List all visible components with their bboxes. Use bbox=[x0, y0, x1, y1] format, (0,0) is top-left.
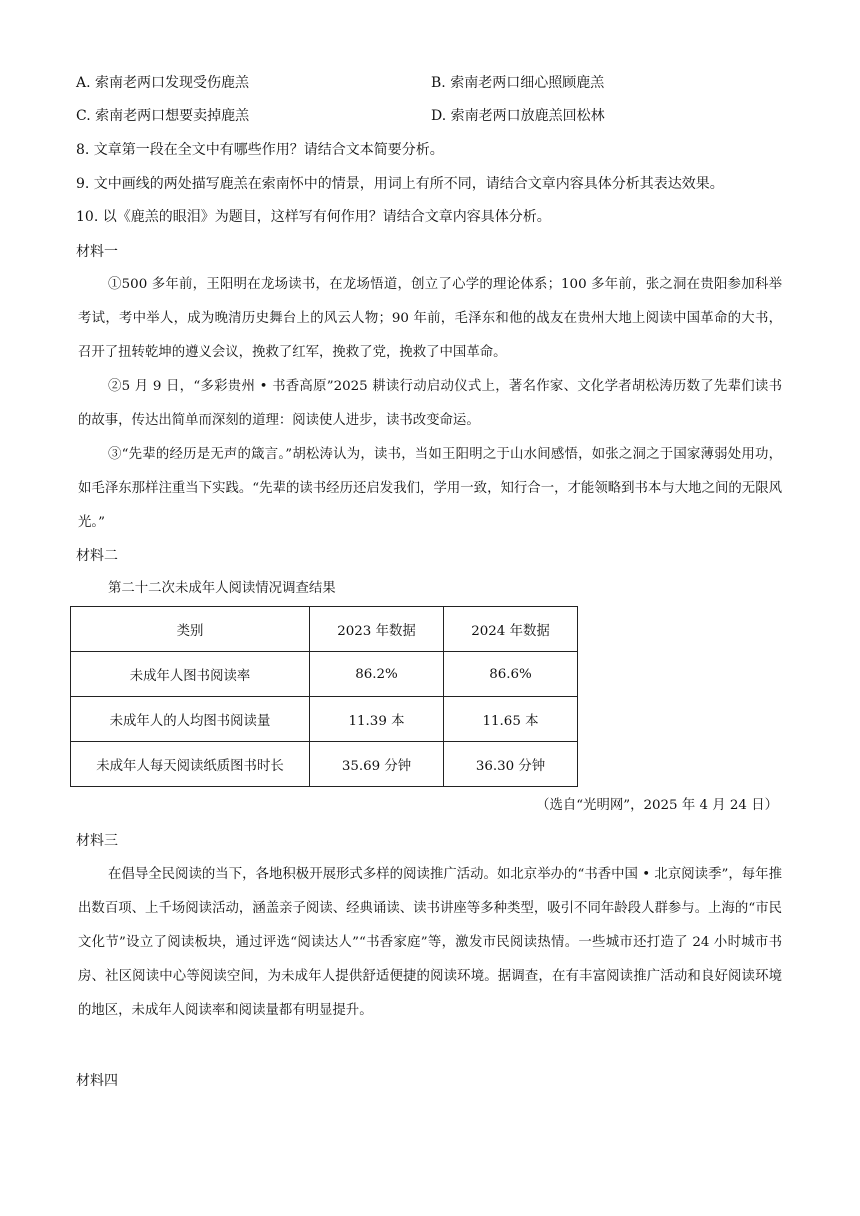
table-cell: 36.30 分钟 bbox=[444, 742, 578, 787]
table-cell: 未成年人图书阅读率 bbox=[71, 652, 310, 697]
option-b bbox=[431, 73, 604, 93]
option-a-text: 索南老两口发现受伤鹿羔 bbox=[95, 75, 250, 91]
option-b-text: 索南老两口细心照顾鹿羔 bbox=[450, 75, 605, 91]
table-cell: 35.69 分钟 bbox=[310, 742, 444, 787]
option-a bbox=[76, 73, 249, 93]
table-row bbox=[71, 697, 578, 742]
table-cell: 未成年人每天阅读纸质图书时长 bbox=[71, 742, 310, 787]
table-source: （选自“光明网”，2025 年 4 月 24 日） bbox=[536, 798, 778, 813]
table-cell: 未成年人的人均图书阅读量 bbox=[71, 697, 310, 742]
option-a-label: A. bbox=[76, 75, 91, 91]
table-cell: 86.2% bbox=[310, 652, 444, 697]
table-row bbox=[71, 742, 578, 787]
table-cell: 11.65 本 bbox=[444, 697, 578, 742]
material1-body bbox=[78, 268, 782, 540]
material3-body bbox=[78, 858, 782, 1028]
option-c bbox=[76, 106, 249, 126]
material2-heading: 材料二 bbox=[76, 548, 118, 564]
table-cell: 11.39 本 bbox=[310, 697, 444, 742]
table-row bbox=[71, 652, 578, 697]
survey-table bbox=[70, 606, 578, 787]
table-header-cell: 类别 bbox=[71, 607, 310, 652]
material1-heading: 材料一 bbox=[76, 244, 118, 260]
option-d bbox=[431, 106, 605, 126]
question-9: 9. 文中画线的两处描写鹿羔在索南怀中的情景，用词上有所不同，请结合文章内容具体分析其表达效果。 bbox=[76, 176, 724, 192]
question-8: 8. 文章第一段在全文中有哪些作用？请结合文本简要分析。 bbox=[76, 142, 444, 158]
material1-paragraph-3: ③“先辈的经历是无声的箴言。”胡松涛认为，读书，当如王阳明之于山水间感悟，如张之洞之于国家薄弱处用功，如毛泽东那样注重当下实践。“先辈的读书经历还启发我们，学用一致，知行合一，才能领略到书本与大地之间的无限风光。” bbox=[78, 447, 782, 530]
option-b-label: B. bbox=[431, 75, 446, 91]
table-header-cell: 2024 年数据 bbox=[444, 607, 578, 652]
table-caption: 第二十二次未成年人阅读情况调查结果 bbox=[108, 581, 336, 596]
option-d-label: D. bbox=[431, 108, 447, 124]
option-c-text: 索南老两口想要卖掉鹿羔 bbox=[95, 108, 250, 124]
material3-paragraph: 在倡导全民阅读的当下，各地积极开展形式多样的阅读推广活动。如北京举办的“书香中国 • 北京阅读季”，每年推出数百项、上千场阅读活动，涵盖亲子阅读、经典诵读、读书讲座等多种类型，吸引不同年龄段人群参与。上海的“市民文化节”设立了阅读板块，通过评选“阅读达人”“书香家庭”等，激发市民阅读热情。一些城市还打造了 24 小时城市书房、社区阅读中心等阅读空间，为未成年人提供舒适便捷的阅读环境。据调查，在有丰富阅读推广活动和良好阅读环境的地区，未成年人阅读率和阅读量都有明显提升。 bbox=[78, 867, 782, 1018]
table-cell: 86.6% bbox=[444, 652, 578, 697]
material3-heading: 材料三 bbox=[76, 833, 118, 849]
material1-paragraph-1: ①500 多年前，王阳明在龙场读书，在龙场悟道，创立了心学的理论体系；100 多年前，张之洞在贵阳参加科举考试，考中举人，成为晚清历史舞台上的风云人物；90 年前，毛泽东和他的战友在贵州大地上阅读中国革命的大书，召开了扭转乾坤的遵义会议，挽救了红军，挽救了党，挽救了中国革命。 bbox=[78, 277, 782, 360]
table-header-row bbox=[71, 607, 578, 652]
question-10: 10. 以《鹿羔的眼泪》为题目，这样写有何作用？请结合文章内容具体分析。 bbox=[76, 209, 551, 225]
option-c-label: C. bbox=[76, 108, 91, 124]
material1-paragraph-2: ②5 月 9 日，“多彩贵州 • 书香高原”2025 耕读行动启动仪式上，著名作家、文化学者胡松涛历数了先辈们读书的故事，传达出简单而深刻的道理：阅读使人进步，读书改变命运。 bbox=[78, 379, 782, 428]
table-header-cell: 2023 年数据 bbox=[310, 607, 444, 652]
material4-heading: 材料四 bbox=[76, 1073, 118, 1089]
option-d-text: 索南老两口放鹿羔回松林 bbox=[450, 108, 605, 124]
